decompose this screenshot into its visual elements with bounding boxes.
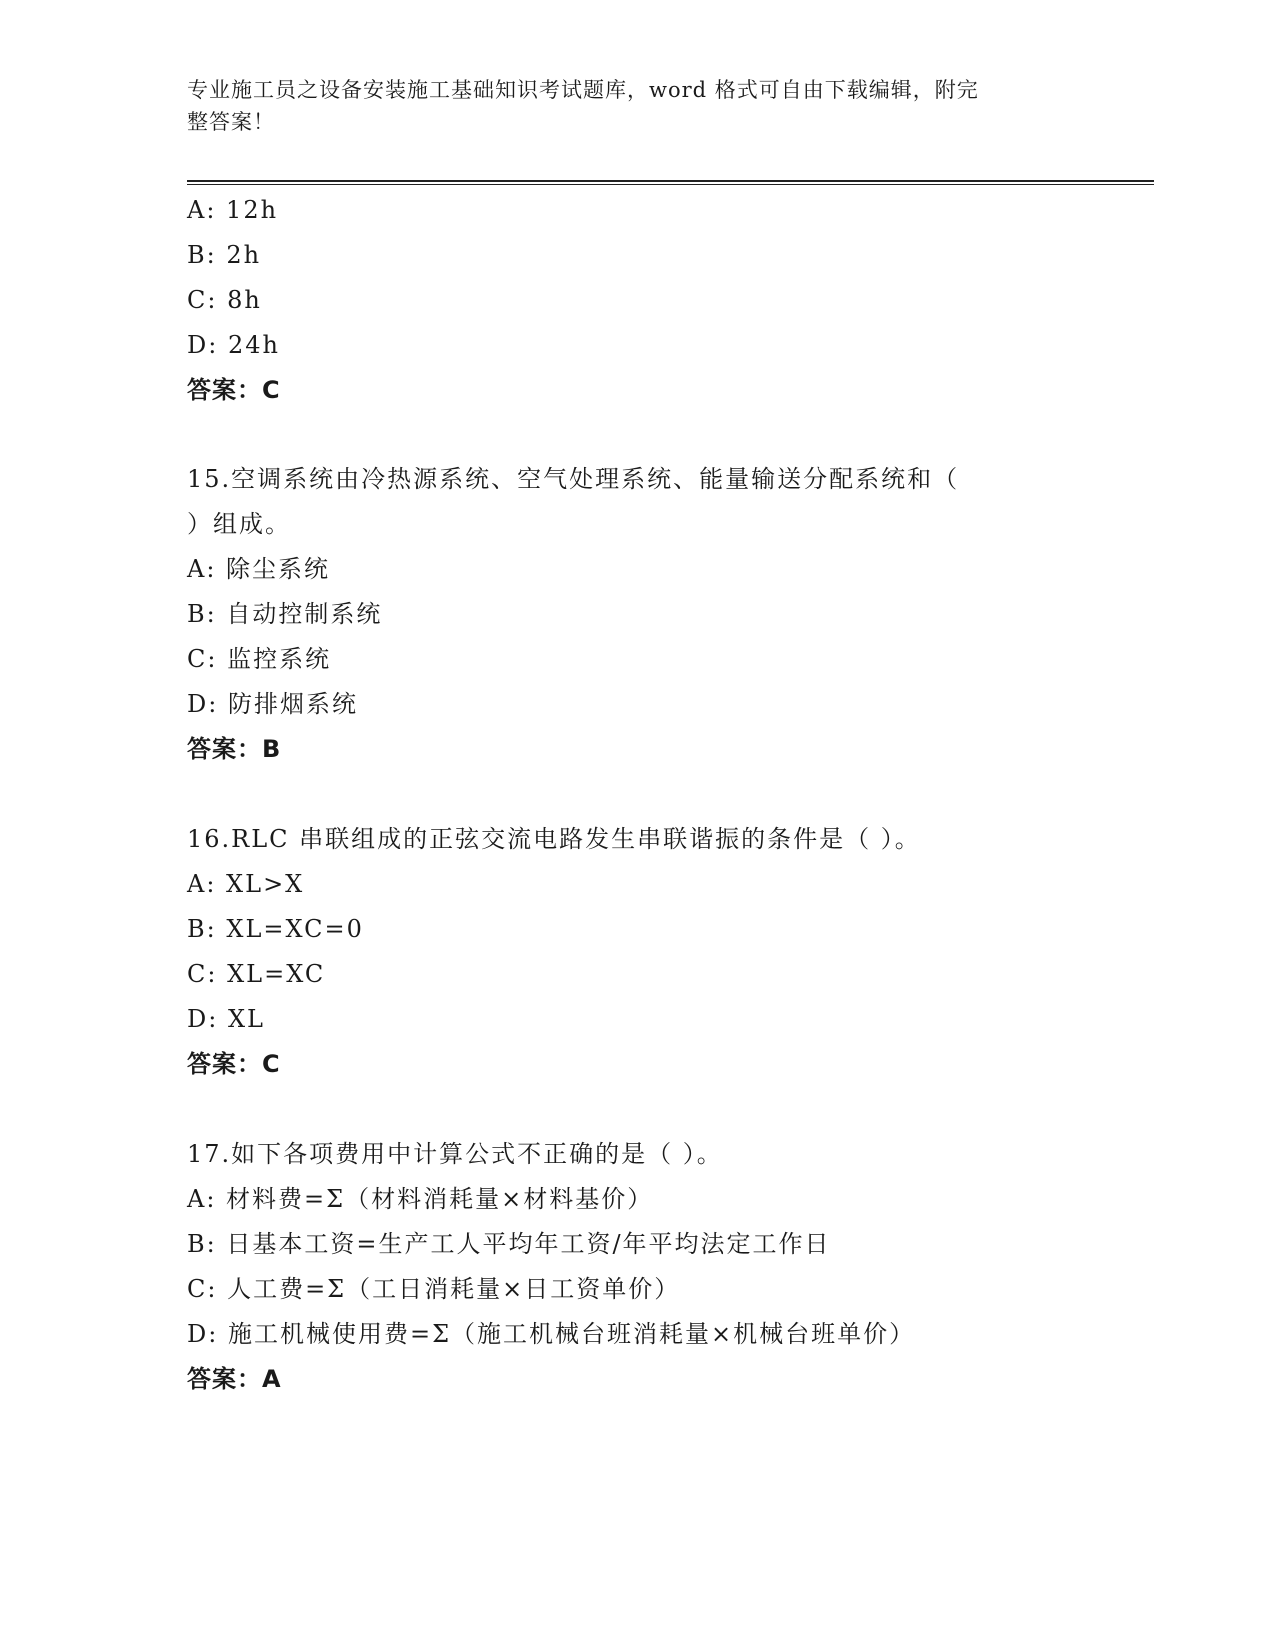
q14-option-b: B: 2h <box>187 241 262 269</box>
q17-stem: 17.如下各项费用中计算公式不正确的是（ ）。 <box>187 1140 723 1168</box>
header-line-1: 专业施工员之设备安装施工基础知识考试题库，word 格式可自由下载编辑，附完 <box>187 78 979 102</box>
q14-option-c: C: 8h <box>187 286 262 314</box>
q14-option-a: A: 12h <box>187 196 279 224</box>
q16-stem: 16.RLC 串联组成的正弦交流电路发生串联谐振的条件是（ ）。 <box>187 825 921 853</box>
q16-answer: 答案：C <box>187 1050 281 1078</box>
q17-option-b: B: 日基本工资=生产工人平均年工资/年平均法定工作日 <box>187 1230 831 1258</box>
q15-stem-line-2: ）组成。 <box>187 510 291 538</box>
q16-option-a: A: XL>X <box>187 870 305 898</box>
header-divider <box>187 180 1154 185</box>
q15-option-b: B: 自动控制系统 <box>187 600 383 628</box>
q17-option-a: A: 材料费=Σ（材料消耗量×材料基价） <box>187 1185 654 1213</box>
q16-option-c: C: XL=XC <box>187 960 326 988</box>
q14-option-d: D: 24h <box>187 331 280 359</box>
q16-option-b: B: XL=XC=0 <box>187 915 364 943</box>
q15-answer: 答案：B <box>187 735 282 763</box>
q17-option-d: D: 施工机械使用费=Σ（施工机械台班消耗量×机械台班单价） <box>187 1320 916 1348</box>
q15-option-a: A: 除尘系统 <box>187 555 331 583</box>
q17-option-c: C: 人工费=Σ（工日消耗量×日工资单价） <box>187 1275 681 1303</box>
document-header <box>187 74 1067 138</box>
q16-option-d: D: XL <box>187 1005 265 1033</box>
q15-stem-line-1: 15.空调系统由冷热源系统、空气处理系统、能量输送分配系统和（ <box>187 465 960 493</box>
q15-option-d: D: 防排烟系统 <box>187 690 358 718</box>
q14-answer: 答案：C <box>187 376 281 404</box>
q17-answer: 答案：A <box>187 1365 282 1393</box>
q15-option-c: C: 监控系统 <box>187 645 332 673</box>
header-line-2: 整答案！ <box>187 110 275 134</box>
